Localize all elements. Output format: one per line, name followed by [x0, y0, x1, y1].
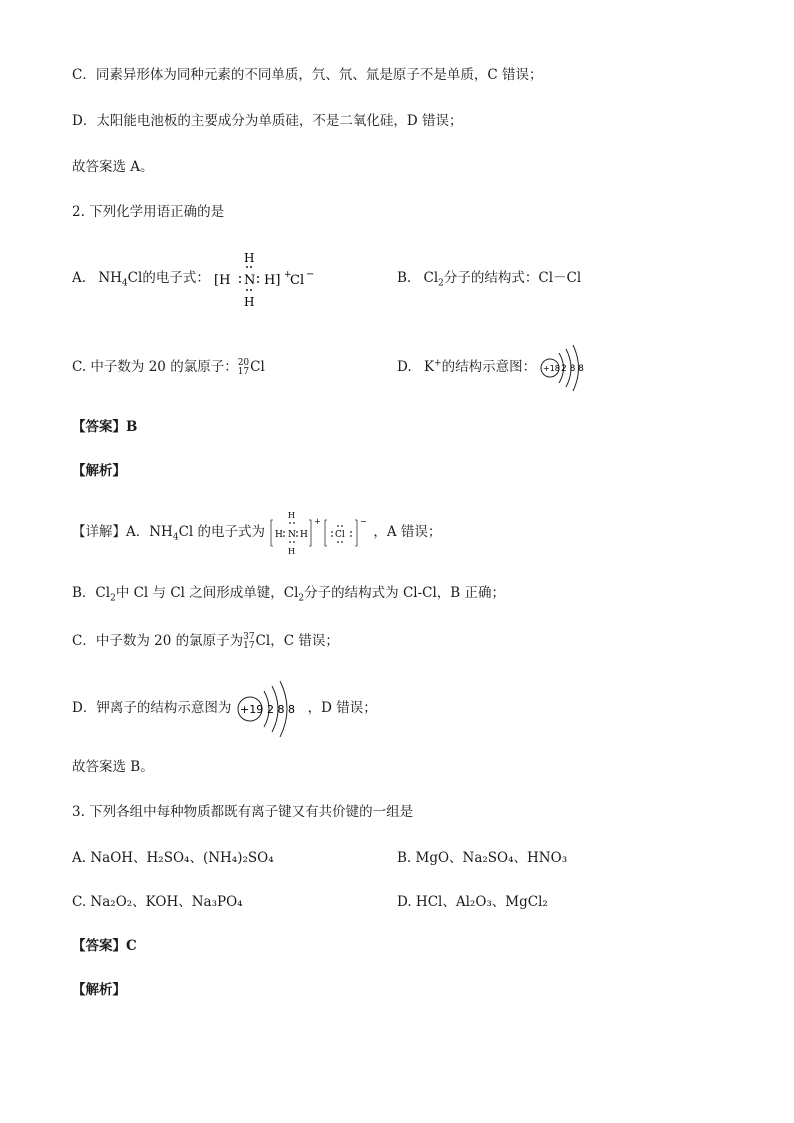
detail-b: B．$Cl_2$中 Cl 与 Cl 之间形成单键，$Cl_2$分子的结构式为 Cl-Cl，B 正确；	[72, 585, 506, 604]
nh4cl-wrong-left: [H	[214, 272, 231, 288]
nh4cl-right-h-right: H	[300, 530, 309, 540]
nh4cl-wrong-n: N	[244, 272, 256, 288]
detail-c-isotope-numbers: 37 17	[243, 631, 255, 651]
nh4cl-right-cl: Cl	[335, 530, 346, 540]
question-2-stem: 2. 下列化学用语正确的是	[72, 204, 225, 220]
k-right-shells: 2 8 8	[266, 702, 295, 716]
q2-option-a	[72, 250, 324, 309]
q3-answer: 【答案】C	[72, 938, 137, 954]
nh4cl-electron-formula-figure	[214, 250, 324, 309]
q2b-formula: $Cl_2$	[423, 270, 444, 289]
q2d-text: 的结构示意图：	[441, 359, 537, 375]
nh4cl-wrong-right: H]	[264, 272, 281, 288]
nh4cl-right-h-top: H	[288, 511, 296, 520]
q2a-label: A.	[72, 270, 87, 286]
k-wrong-nucleus: +18	[543, 364, 561, 373]
q2b-label: B.	[397, 270, 412, 286]
q2-option-b	[397, 268, 581, 288]
q3-option-c: C. Na₂O₂、KOH、Na₃PO₄	[72, 894, 243, 910]
detail-d: D．钾离子的结构示意图为 +19 2 8 8 ，D 错误；	[72, 698, 377, 719]
option-c-prev-explanation: C．同素异形体为同种元素的不同单质，氕、氘、氚是原子不是单质，C 错误；	[72, 67, 543, 83]
nh4cl-right-n: N	[288, 530, 297, 540]
q2d-ion: K+	[423, 358, 442, 375]
detail-c: C．中子数为 20 的氯原子为 37 17 Cl，C 错误；	[72, 631, 339, 651]
q2d-label: D.	[397, 359, 412, 375]
nh4cl-correct-electron-formula-figure	[269, 511, 373, 556]
question-3-stem: 3. 下列各组中每种物质都既有离子键又有共价键的一组是	[72, 804, 414, 820]
nh4cl-wrong-h-bot: H	[244, 294, 255, 309]
nh4cl-right-h-bot: H	[288, 547, 296, 556]
q2-option-c	[72, 357, 265, 377]
q3-analysis-heading: 【解析】	[72, 982, 126, 998]
nh4cl-wrong-h-top: H	[244, 250, 255, 265]
q2c-text: C. 中子数为 20 的氯原子：	[72, 359, 238, 375]
q2-analysis-heading: 【解析】	[72, 463, 126, 479]
nh4cl-right-charge: +	[314, 517, 322, 526]
q2b-text: 分子的结构式：Cl－Cl	[443, 270, 582, 286]
q3-option-a: A. NaOH、H₂SO₄、(NH₄)₂SO₄	[72, 850, 274, 866]
nh4cl-wrong-charge: +	[284, 269, 292, 280]
q2a-formula: $NH_4Cl$	[98, 270, 143, 289]
q2-conclusion: 故答案选 B。	[72, 759, 154, 775]
q3-option-b: B. MgO、Na₂SO₄、HNO₃	[397, 850, 568, 866]
k-ion-structure-correct-figure	[236, 698, 308, 719]
nh4cl-right-h-left: H	[275, 530, 284, 540]
q2a-text: 的电子式：	[142, 270, 210, 286]
prev-answer-conclusion: 故答案选 A。	[72, 159, 154, 175]
nh4cl-right-cl-charge: −	[360, 517, 368, 526]
detail-a: 【详解】A．$NH_4Cl$ 的电子式为 H N H H H + Cl − ，A 错误；	[72, 511, 442, 556]
q2c-element: Cl	[250, 359, 265, 375]
q2c-isotope-numbers: 20 17	[237, 357, 250, 377]
nh4cl-wrong-cl-charge: −	[306, 268, 315, 280]
q2-option-d	[397, 357, 600, 378]
k-right-nucleus: +19	[239, 702, 263, 716]
k-ion-structure-wrong-figure	[540, 358, 600, 378]
q2-answer: 【答案】B	[72, 419, 138, 435]
q3-option-d: D. HCl、Al₂O₃、MgCl₂	[397, 894, 548, 910]
option-d-prev-explanation: D．太阳能电池板的主要成分为单质硅，不是二氧化硅，D 错误；	[72, 113, 463, 129]
nh4cl-wrong-cl: Cl	[290, 272, 305, 288]
k-wrong-shells: 2 8 8	[561, 364, 585, 374]
